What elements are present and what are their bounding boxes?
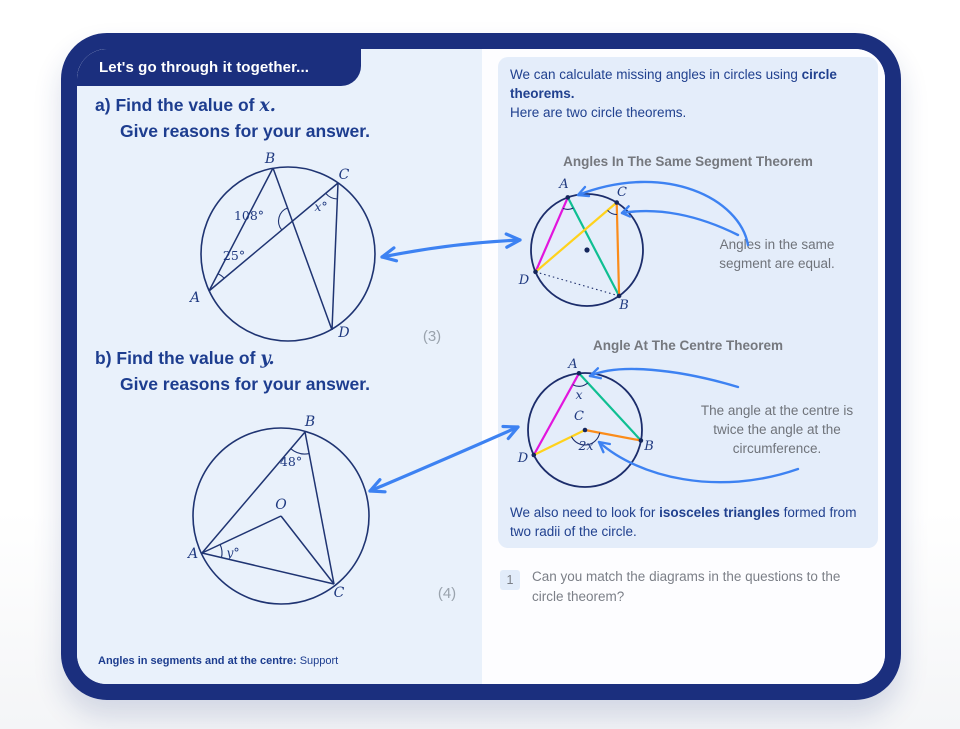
point-label-A: A bbox=[189, 290, 201, 306]
task-number-badge: 1 bbox=[500, 570, 520, 590]
chord-AB bbox=[209, 168, 273, 291]
chord-CD bbox=[332, 183, 338, 330]
angle-arc-25 bbox=[218, 274, 224, 278]
question-a-prompt: Find the value of bbox=[115, 95, 255, 115]
marks-b: (4) bbox=[437, 585, 457, 602]
chord-AB bbox=[202, 432, 305, 553]
dot-A bbox=[566, 195, 571, 200]
angle-label-25: 25° bbox=[222, 248, 246, 263]
angle-arc-x bbox=[573, 383, 588, 386]
question-a-variable: x. bbox=[259, 96, 276, 116]
point-label-D: D bbox=[517, 451, 529, 466]
theory-panel bbox=[482, 49, 885, 684]
theorem1-note-line1: Angles in the same bbox=[719, 237, 835, 252]
point-label-O: O bbox=[275, 497, 287, 513]
point-label-C: C bbox=[338, 167, 350, 183]
question-a-line2: Give reasons for your answer. bbox=[120, 121, 370, 141]
point-label-A: A bbox=[559, 177, 569, 192]
question-b-label: b) bbox=[95, 348, 112, 368]
question-a-line1 bbox=[95, 95, 276, 116]
point-label-B: B bbox=[264, 151, 276, 167]
angle-label-2x: 2x bbox=[578, 438, 594, 453]
task-text: Can you match the diagrams in the questions to the circle theorem? bbox=[532, 569, 841, 604]
footer-topic bbox=[98, 655, 338, 667]
point-label-A: A bbox=[187, 546, 199, 562]
point-label-C: C bbox=[574, 409, 584, 424]
chord-BC bbox=[305, 432, 334, 584]
isosceles-pre: We also need to look for bbox=[510, 505, 660, 520]
theorem1-title: Angles In The Same Segment Theorem bbox=[563, 154, 813, 169]
marks-a: (3) bbox=[422, 328, 442, 345]
radius-AO bbox=[202, 516, 281, 553]
header-badge: Let's go through it together... bbox=[77, 49, 361, 86]
question-a-label: a) bbox=[95, 95, 111, 115]
theorem1-note-line2: segment are equal. bbox=[719, 256, 835, 272]
footer-topic-bold: Angles in segments and at the centre: bbox=[98, 655, 297, 667]
question-b-line1 bbox=[95, 348, 275, 369]
intro-line2: Here are two circle theorems. bbox=[510, 104, 687, 120]
question-b-line2: Give reasons for your answer. bbox=[120, 374, 370, 394]
theorem2-note-line1: The angle at the centre is bbox=[700, 403, 854, 418]
chord-DB-dotted bbox=[536, 272, 620, 296]
theorem2-diagram bbox=[513, 357, 663, 497]
angle-label-y: y° bbox=[226, 545, 240, 560]
theorem1-note bbox=[686, 235, 868, 273]
isosceles-post: formed from two radii of the circle. bbox=[510, 505, 857, 539]
point-label-B: B bbox=[644, 439, 654, 454]
dot-D bbox=[532, 453, 537, 458]
angle-arc-y bbox=[220, 545, 222, 558]
theorem2-title: Angle At The Centre Theorem bbox=[592, 338, 784, 353]
point-label-A: A bbox=[568, 357, 578, 372]
theory-box bbox=[498, 57, 878, 548]
intro-text bbox=[510, 66, 868, 123]
angle-label-108: 108° bbox=[233, 208, 265, 223]
chord-BD bbox=[273, 168, 332, 330]
chord-CB-orange bbox=[617, 203, 619, 296]
point-label-B: B bbox=[619, 298, 629, 313]
theorem2-note bbox=[678, 401, 876, 458]
point-label-D: D bbox=[518, 273, 530, 288]
point-label-C: C bbox=[617, 185, 627, 200]
angle-label-48: 48° bbox=[279, 454, 303, 469]
question-b-variable: y. bbox=[260, 349, 275, 369]
point-label-C: C bbox=[333, 585, 345, 601]
angle-label-x: x° bbox=[314, 199, 328, 214]
dot-C-centre bbox=[583, 428, 588, 433]
angle-arc-at-C bbox=[608, 210, 617, 214]
intro-pre: We can calculate missing angles in circles using bbox=[510, 67, 802, 82]
dot-B bbox=[639, 438, 644, 443]
diagram-question-a bbox=[170, 150, 430, 350]
chord-AB-green bbox=[568, 197, 619, 296]
questions-panel bbox=[77, 49, 482, 684]
isosceles-text bbox=[510, 504, 868, 542]
point-label-D: D bbox=[338, 325, 350, 341]
isosceles-bold: isosceles triangles bbox=[659, 505, 780, 520]
theorem2-note-line2: twice the angle at the bbox=[713, 422, 841, 438]
angle-label-x: x bbox=[575, 387, 583, 402]
centre-dot bbox=[584, 247, 589, 252]
dot-C bbox=[614, 200, 619, 205]
question-b-prompt: Find the value of bbox=[116, 348, 256, 368]
intro-bold: circle theorems. bbox=[510, 67, 837, 101]
lesson-card bbox=[61, 33, 901, 700]
footer-topic-regular: Support bbox=[296, 655, 339, 667]
theorem2-note-line3: circumference. bbox=[732, 441, 822, 457]
dot-D bbox=[533, 270, 538, 275]
point-label-B: B bbox=[304, 414, 316, 430]
theorem1-diagram bbox=[513, 172, 663, 322]
angle-arc-at-A bbox=[563, 208, 573, 209]
diagram-question-b bbox=[180, 400, 400, 620]
